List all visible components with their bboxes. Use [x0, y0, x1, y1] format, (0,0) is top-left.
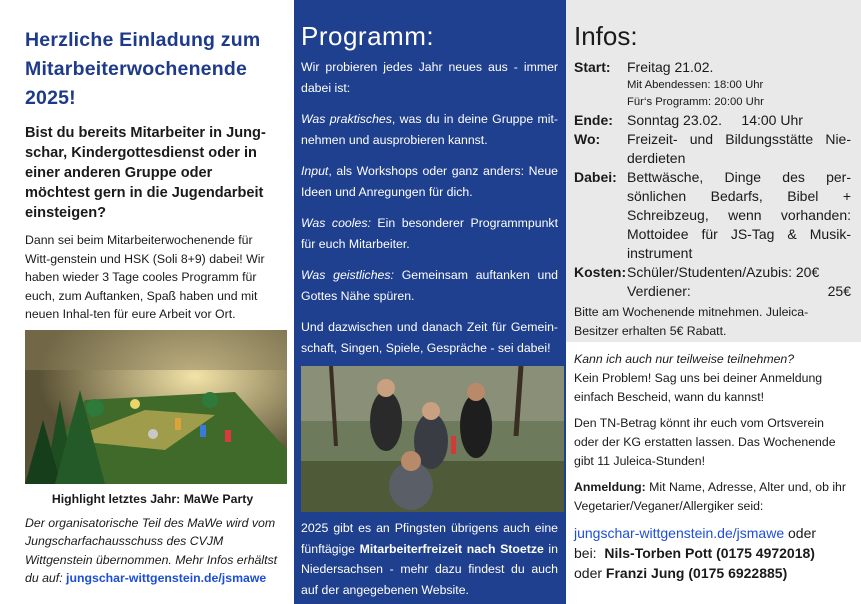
- website-link-left[interactable]: jungschar-wittgenstein.de/jsmawe: [66, 571, 267, 585]
- cost-earners-label: Verdiener:: [627, 283, 691, 299]
- info-lower: [566, 342, 861, 583]
- cost-label: Kosten:: [574, 264, 627, 280]
- signup-or: oder: [784, 525, 817, 541]
- program-item-practical: [301, 109, 558, 150]
- program-item-label: Was praktisches: [301, 112, 392, 126]
- cost-earners: [627, 282, 851, 301]
- start-dinner: Mit Abendessen: 18:00 Uhr: [627, 79, 764, 91]
- location-value: Freizeit- und Bildungsstätte Nie-derdieten: [627, 131, 851, 166]
- end-row: [574, 111, 851, 130]
- contact-2-name: Franzi Jung (0175 6922885): [605, 565, 788, 581]
- start-value: Freitag 21.02.: [627, 59, 714, 75]
- pentecost-text-pre: 2025 gibt es an Pfingsten übrigens auch eine fünftägige: [301, 521, 558, 556]
- bring-row: [574, 168, 851, 263]
- cost-students: Schüler/Studenten/Azubis: 20€: [627, 264, 820, 280]
- program-item-label: Input: [301, 164, 329, 178]
- contact-1-name: Nils-Torben Pott (0175 4972018): [604, 545, 815, 561]
- pentecost-note: [301, 518, 558, 600]
- info-column: [566, 0, 861, 604]
- program-item-label: Was geistliches:: [301, 268, 394, 282]
- organizer-text: Der organisatorische Teil des MaWe wird vom Jungscharfachausschuss des CVJM Wittgenstein übernommen. Mehr Infos erhältst du auf:: [25, 515, 278, 585]
- program-item-cool: [301, 213, 558, 254]
- start-program: Für‘s Programm: 20:00 Uhr: [627, 96, 764, 108]
- start-label: Start:: [574, 59, 611, 75]
- main-title-line1: Herzliche Einladung zum: [25, 29, 261, 51]
- start-row: [574, 58, 851, 111]
- bring-value: Bettwäsche, Dinge des per-sönlichen Bedarfs, Bibel + Schreibzeug, wenn vorhanden: Mottoidee für JS-Tag & Musik-instrument: [627, 169, 851, 261]
- program-item-text: , was du in deine Gruppe mit-nehmen und ausprobieren kannst.: [301, 112, 559, 147]
- party-photo: [25, 330, 287, 484]
- program-item-text: Gemeinsam auftanken und Gottes Nähe spüren.: [301, 268, 558, 303]
- program-item-input: [301, 161, 558, 202]
- end-label: Ende:: [574, 112, 613, 128]
- main-title-line2: Mitarbeiterwochenende: [25, 58, 247, 80]
- location-label: Wo:: [574, 131, 601, 147]
- cost-note: Bitte am Wochenende mitnehmen. Juleica-Besitzer erhalten 5€ Rabatt.: [574, 305, 809, 338]
- program-item-spiritual: [301, 265, 558, 306]
- program-column: [294, 0, 566, 604]
- organizer-note: [25, 514, 280, 588]
- signup-note: [574, 478, 851, 516]
- signup-web: [574, 523, 851, 543]
- contact-1: [574, 543, 851, 563]
- signup-label: Anmeldung:: [574, 480, 646, 494]
- refund-note: Den TN-Betrag könnt ihr euch vom Ortsverein oder der KG erstatten lassen. Das Wochenende gibt 11 Juleica-Stunden!: [574, 416, 836, 468]
- contact-2: [574, 563, 851, 583]
- location-row: [574, 130, 851, 168]
- pentecost-text-post: in Niedersachsen - mehr dazu findest du auch auf der angegebenen Website.: [301, 541, 558, 597]
- info-title: Infos:: [574, 21, 638, 51]
- program-item-text: , als Workshops oder ganz anders: Neue Ideen und Anregungen für dich.: [301, 164, 558, 199]
- left-column: [0, 0, 294, 604]
- partial-question: Kann ich auch nur teilweise teilnehmen?: [574, 352, 795, 366]
- program-intro: Wir probieren jedes Jahr neues aus - immer dabei ist:: [301, 60, 558, 95]
- website-link-right[interactable]: jungschar-wittgenstein.de/jsmawe: [574, 525, 785, 541]
- photo-caption: Highlight letztes Jahr: MaWe Party: [51, 491, 254, 506]
- pentecost-highlight: Mitarbeiterfreizeit nach Stoetze: [359, 541, 544, 556]
- main-title-line3: 2025!: [25, 87, 76, 109]
- program-item-label: Was cooles:: [301, 216, 371, 230]
- game-photo: [301, 366, 564, 512]
- contact-1-pre: bei:: [574, 545, 605, 561]
- end-value: Sonntag 23.02. 14:00 Uhr: [627, 112, 803, 128]
- intro-paragraph: Dann sei beim Mitarbeiterwochenende für Witt-genstein und HSK (Soli 8+9) dabei! Wir haben wieder 3 Tage cooles Programm für euch, zum Auftanken, Spaß haben und mit neuen Inhal-ten für eure Arbeit vor Ort.: [25, 233, 265, 321]
- partial-participation: [574, 350, 851, 407]
- program-title: Programm:: [301, 21, 435, 51]
- lead-question: Bist du bereits Mitarbeiter in Jung-schar, Kindergottesdienst oder in einer anderen Gruppe oder möchtest gern in die Jugendarbeit einsteigen?: [25, 125, 266, 221]
- contact-2-pre: oder: [574, 565, 606, 581]
- cost-earners-value: 25€: [827, 283, 851, 299]
- bring-label: Dabei:: [574, 169, 617, 185]
- program-item-text: Ein besonderer Programmpunkt für euch Mitarbeiter.: [301, 216, 558, 251]
- signup-text: Mit Name, Adresse, Alter und, ob ihr Vegetarier/Veganer/Allergiker seid:: [574, 480, 846, 513]
- program-extra: Und dazwischen und danach Zeit für Gemein-schaft, Singen, Spiele, Gespräche - sei dabei!: [301, 320, 558, 355]
- partial-answer: Kein Problem! Sag uns bei deiner Anmeldung einfach Bescheid, wann du kannst!: [574, 371, 823, 404]
- info-box: [566, 0, 861, 342]
- cost-row: [574, 263, 851, 301]
